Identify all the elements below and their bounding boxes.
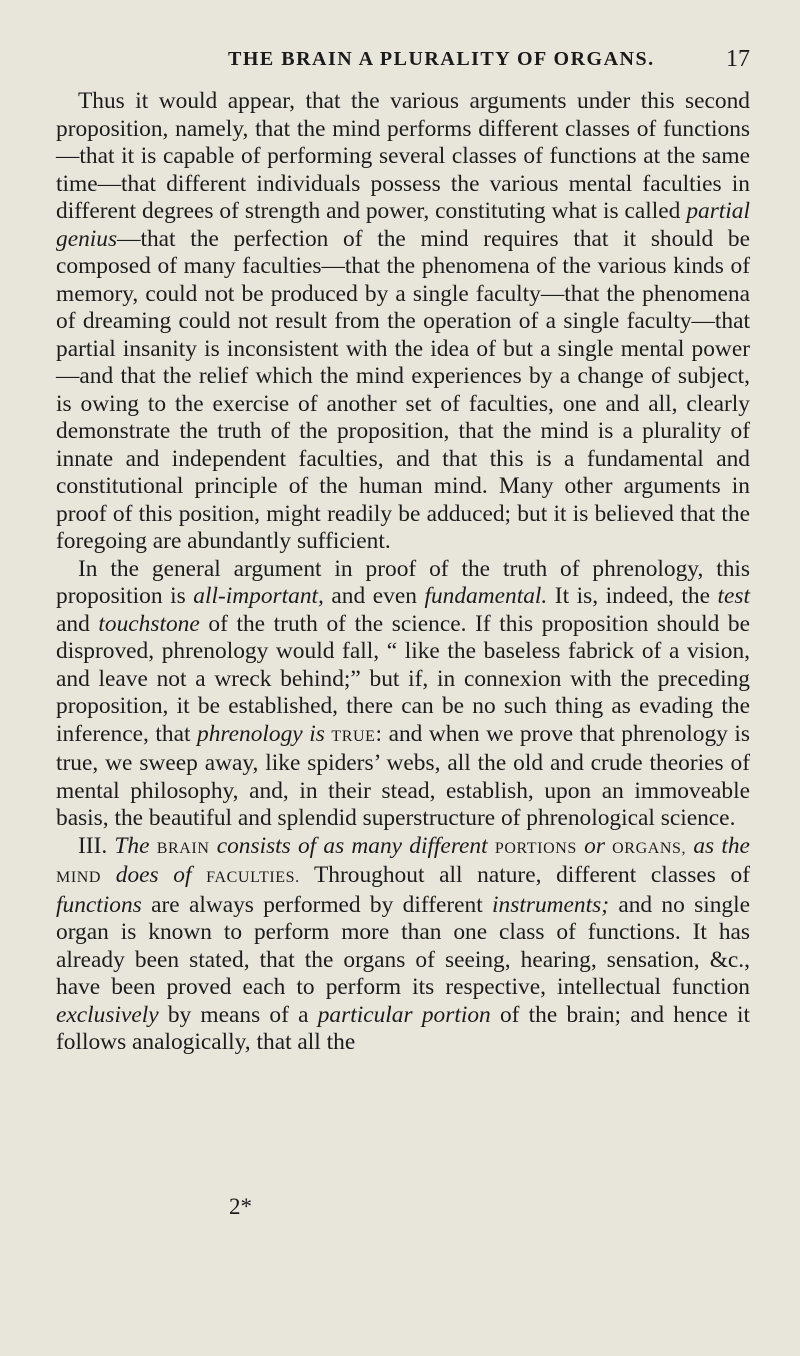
emphasis: consists of as many different — [216, 832, 488, 859]
emphasis: phrenology is — [197, 720, 325, 747]
emphasis: particular portion — [317, 1001, 491, 1028]
emphasis: The — [114, 832, 150, 859]
small-caps: PORTIONS — [494, 839, 577, 857]
small-caps: MIND — [56, 869, 102, 886]
paragraph-proposition-three: III. The BRAIN consists of as many different PORTIONS or ORGANS, as the MIND does of FACULTIES. Throughout all nature, different classes of functions are always performed by different instruments; and no single organ is known to perform more than one class of functions. It has already been stated, that the organs of seeing, hearing, sensation, &c., have been proved each to perform its respective, intellectual function exclusively by means of a particular portion of the brain; and hence it follows analogically, that all the — [56, 832, 750, 1055]
emphasis: partial genius — [56, 198, 750, 252]
emphasis: or — [584, 832, 605, 859]
emphasis: all-important, — [193, 583, 324, 609]
page-number: 17 — [726, 46, 750, 72]
small-caps: ORGANS, — [612, 839, 687, 857]
emphasis: exclusively — [56, 1001, 159, 1028]
paragraph-argument: In the general argument in proof of the truth of phrenology, this proposition is all-important, and even fundamental. It is, indeed, the test and touchstone of the truth of the science. If this proposition should be disproved, phrenology would fall, “ like the baseless fabrick of a vision, and leave not a wreck behind;” but if, in connexion with the preceding proposition, it be established, there can be no such thing as evading the inference, that phrenology is TRUE: and when we prove that phrenology is true, we sweep away, like spiders’ webs, all the old and crude theories of mental philosophy, and, in their stead, establish, upon an immoveable basis, the beautiful and splendid superstructure of phrenological science. — [56, 555, 750, 831]
emphasis: functions — [56, 891, 142, 918]
small-caps: FACULTIES. — [206, 869, 300, 886]
running-header: THE BRAIN A PLURALITY OF ORGANS. — [228, 48, 655, 70]
signature-mark: 2* — [229, 1194, 252, 1219]
emphasis: instruments; — [492, 891, 610, 918]
emphasis: as the — [693, 832, 750, 859]
small-caps: BRAIN — [156, 839, 210, 857]
emphasis: does of — [115, 862, 192, 888]
emphasis: touchstone — [98, 610, 200, 637]
small-caps: TRUE — [331, 727, 376, 745]
paragraph-summary: Thus it would appear, that the various arguments under this second proposition, namely, that the mind performs different classes of functions—that it is capable of performing several classes of functions at the same time—that different individuals possess the various mental faculties in different degrees of strength and power, constituting what is called partial genius—that the perfection of the mind requires that it should be composed of many faculties—that the phenomena of the various kinds of memory, could not be produced by a single faculty—that the phenomena of dreaming could not result from the operation of a single faculty—that partial insanity is inconsistent with the idea of but a single mental power—and that the relief which the mind experiences by a change of subject, is owing to the exercise of another set of faculties, one and all, clearly demonstrate the truth of the proposition, that the mind is a plurality of innate and independent faculties, and that this is a fundamental and constitutional principle of the human mind. Many other arguments in proof of this position, might readily be adduced; but it is believed that the foregoing are abundantly sufficient. — [56, 88, 750, 554]
body-text — [56, 88, 750, 1057]
emphasis: fundamental. — [424, 583, 548, 609]
emphasis: test — [717, 583, 750, 609]
